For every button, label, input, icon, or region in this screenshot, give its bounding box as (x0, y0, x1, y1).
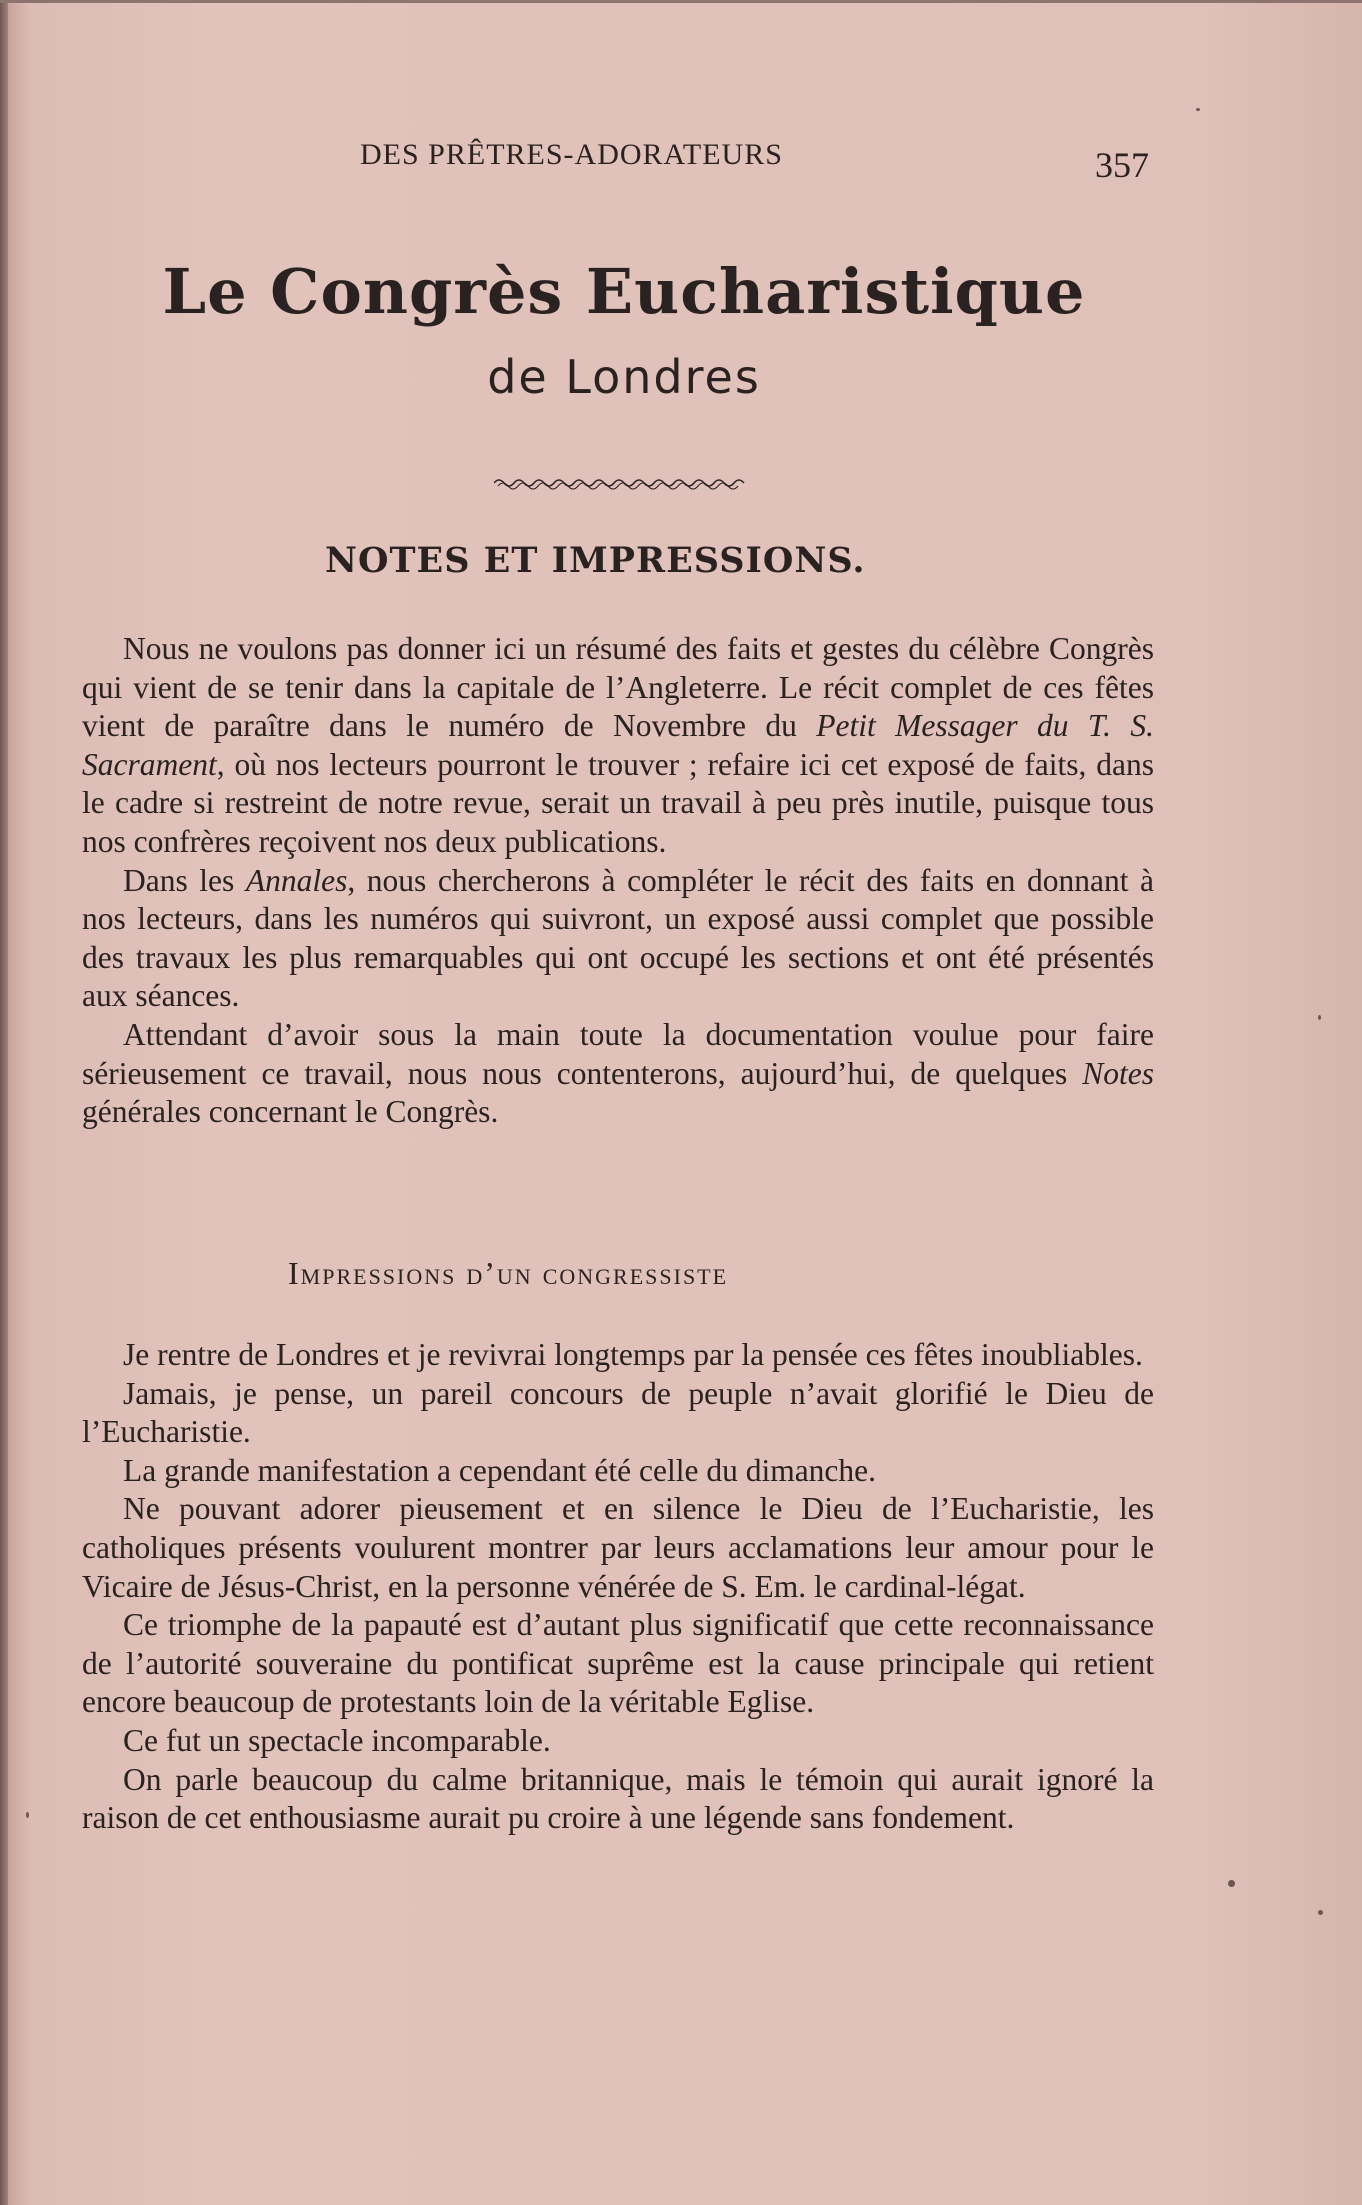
body-paragraph: Je rentre de Londres et je revivrai longtemps par la pensée ces fêtes inoubliables. (123, 1337, 1143, 1372)
intro-paragraph-text: Nous ne voulons pas donner ici un résumé des faits et gestes du célèbre Congrès qui vient de se tenir dans la capitale de l’Angleterre. Le récit complet de ces fêtes vient de paraître dans le numéro de Novembre du (82, 631, 1154, 744)
intro-paragraph-text: Attendant d’avoir sous la main toute la documentation voulue pour faire sérieusement ce travail, nous nous contenterons, aujourd’hui, de quelques (82, 1016, 1154, 1091)
book-spine-shadow (0, 0, 8, 2205)
intro-paragraph-text: , où nos lecteurs pourront le trouver ; refaire ici cet exposé de faits, dans le cadre si restreint de notre revue, serait un travail à peu près inutile, puisque tous nos confrères reçoivent nos deux publications. (82, 746, 1154, 859)
body-paragraph: Jamais, je pense, un pareil concours de peuple n’avait glorifié le Dieu de l’Eucharistie. (82, 1375, 1154, 1450)
article-subtitle: de Londres (487, 350, 761, 404)
paper-speck (1228, 1880, 1235, 1887)
intro-text-block (82, 630, 1154, 1132)
body-paragraph: Ce triomphe de la papauté est d’autant plus significatif que cette reconnaissance de l’autorité souveraine du pontificat suprême est la cause principale qui retient encore beaucoup de protestants loin de la véritable Eglise. (82, 1607, 1154, 1720)
italic-periodical-title: Petit Messager du T. S. Sacrament (82, 708, 1154, 782)
page-top-edge (0, 0, 1362, 3)
subheading: Impressions d’un congressiste (288, 1255, 729, 1291)
paper-speck (1196, 108, 1200, 111)
intro-paragraph (82, 1016, 1154, 1132)
body-text-block (82, 1336, 1154, 1838)
intro-paragraph (82, 862, 1154, 1016)
paper-speck (1318, 1910, 1323, 1915)
article-title: Le Congrès Eucharistique (162, 255, 1086, 328)
intro-paragraph-text: , nous chercherons à compléter le récit des faits en donnant à nos lecteurs, dans les numéros qui suivront, un exposé aussi complet que possible des travaux les plus remarquables qui ont occupé les sections et ont été présentés aux séances. (82, 862, 1154, 1014)
body-paragraph: On parle beaucoup du calme britannique, mais le témoin qui aurait ignoré la raison de cet enthousiasme aurait pu croire à une légende sans fondement. (82, 1761, 1154, 1836)
section-heading: NOTES ET IMPRESSIONS. (325, 540, 866, 581)
italic-word: Notes (1082, 1055, 1154, 1091)
paper-speck (1318, 1015, 1321, 1020)
body-paragraph: La grande manifestation a cependant été celle du dimanche. (123, 1452, 877, 1488)
body-paragraph: Ce fut un spectacle incomparable. (123, 1722, 551, 1758)
body-paragraph: Ne pouvant adorer pieusement et en silence le Dieu de l’Eucharistie, les catholiques présents voulurent montrer par leurs acclamations leur amour pour le Vicaire de Jésus-Christ, en la personne vénérée de S. Em. le cardinal-légat. (82, 1491, 1154, 1604)
paper-speck (26, 1812, 29, 1818)
running-title: DES PRÊTRES-ADORATEURS (360, 138, 783, 171)
intro-paragraph (82, 630, 1154, 862)
wavy-rule-ornament-icon (494, 476, 747, 490)
page-number: 357 (1095, 145, 1149, 185)
italic-periodical-title: Annales (245, 862, 348, 898)
intro-paragraph-text: générales concernant le Congrès. (82, 1094, 499, 1130)
intro-paragraph-text: Dans les (123, 862, 246, 898)
